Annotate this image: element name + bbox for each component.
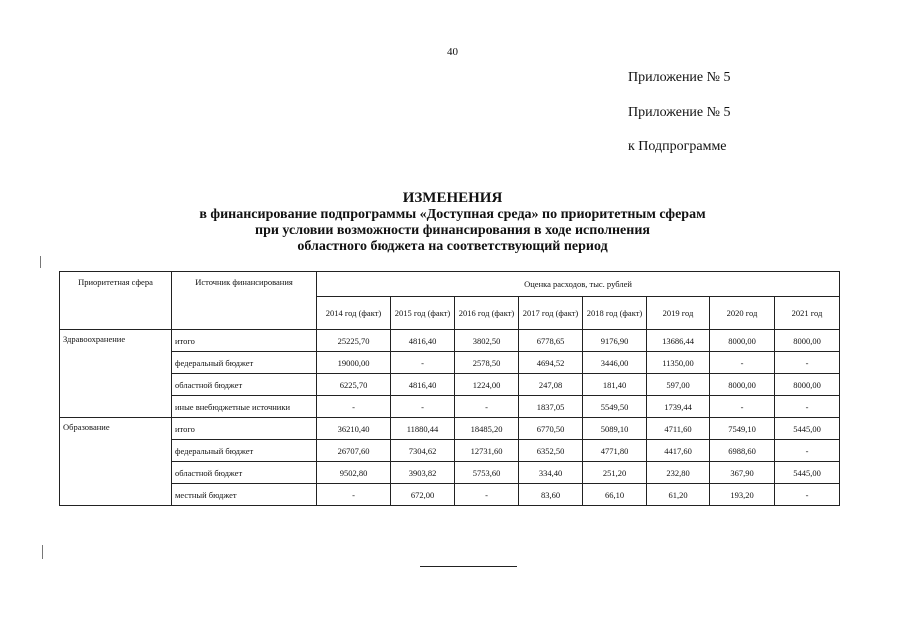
footer-rule xyxy=(420,566,517,567)
table-row xyxy=(60,418,840,440)
amount-cell: 6770,50 xyxy=(519,418,583,440)
amount-cell: 5089,10 xyxy=(583,418,647,440)
amount-cell: 4711,60 xyxy=(647,418,710,440)
amount-cell: 3903,82 xyxy=(391,462,455,484)
amount-cell: 9502,80 xyxy=(317,462,391,484)
amount-cell: 7304,62 xyxy=(391,440,455,462)
amount-cell: 13686,44 xyxy=(647,330,710,352)
title-heading: ИЗМЕНЕНИЯ xyxy=(402,190,503,206)
amount-cell: 4771,80 xyxy=(583,440,647,462)
amount-cell: 181,40 xyxy=(583,374,647,396)
header-year: 2015 год (факт) xyxy=(391,297,455,330)
amount-cell: 6225,70 xyxy=(317,374,391,396)
amount-cell: 6352,50 xyxy=(519,440,583,462)
amount-cell: 3446,00 xyxy=(583,352,647,374)
amount-cell: 6988,60 xyxy=(710,440,775,462)
amount-cell: 4417,60 xyxy=(647,440,710,462)
priority-sphere-cell: Здравоохранение xyxy=(60,330,172,418)
funding-source-cell: итого xyxy=(172,330,317,352)
amount-cell: 66,10 xyxy=(583,484,647,506)
amount-cell: 8000,00 xyxy=(775,330,840,352)
amount-cell: 18485,20 xyxy=(455,418,519,440)
amount-cell: 1224,00 xyxy=(455,374,519,396)
table-row xyxy=(60,484,840,506)
amount-cell: 1739,44 xyxy=(647,396,710,418)
header-year: 2019 год xyxy=(647,297,710,330)
header-year: 2018 год (факт) xyxy=(583,297,647,330)
priority-sphere-cell: Образование xyxy=(60,418,172,506)
amount-cell: 5445,00 xyxy=(775,462,840,484)
amount-cell: - xyxy=(710,352,775,374)
amount-cell: 11880,44 xyxy=(391,418,455,440)
amount-cell: 247,08 xyxy=(519,374,583,396)
amount-cell: 83,60 xyxy=(519,484,583,506)
amount-cell: 26707,60 xyxy=(317,440,391,462)
funding-source-cell: федеральный бюджет xyxy=(172,440,317,462)
amount-cell: 232,80 xyxy=(647,462,710,484)
amount-cell: - xyxy=(455,484,519,506)
appendix-label-1: Приложение № 5 xyxy=(628,70,731,85)
amount-cell: 3802,50 xyxy=(455,330,519,352)
amount-cell: 7549,10 xyxy=(710,418,775,440)
amount-cell: 2578,50 xyxy=(455,352,519,374)
amount-cell: 25225,70 xyxy=(317,330,391,352)
table-row xyxy=(60,396,840,418)
table-row xyxy=(60,352,840,374)
amount-cell: 251,20 xyxy=(583,462,647,484)
header-year: 2016 год (факт) xyxy=(455,297,519,330)
amount-cell: 61,20 xyxy=(647,484,710,506)
scan-mark xyxy=(40,256,41,268)
amount-cell: - xyxy=(710,396,775,418)
amount-cell: 334,40 xyxy=(519,462,583,484)
amount-cell: 6778,65 xyxy=(519,330,583,352)
scan-mark xyxy=(42,545,43,559)
title-line-3: областного бюджета на соответствующий период xyxy=(297,239,608,254)
funding-source-cell: иные внебюджетные источники xyxy=(172,396,317,418)
table-row xyxy=(60,374,840,396)
funding-source-cell: областной бюджет xyxy=(172,462,317,484)
amount-cell: - xyxy=(317,396,391,418)
amount-cell: - xyxy=(775,440,840,462)
amount-cell: - xyxy=(317,484,391,506)
appendix-subprogram-label: к Подпрограмме xyxy=(628,139,727,154)
amount-cell: 5549,50 xyxy=(583,396,647,418)
amount-cell: - xyxy=(775,352,840,374)
amount-cell: 4816,40 xyxy=(391,374,455,396)
table-row xyxy=(60,330,840,352)
document-title xyxy=(0,190,905,255)
header-sphere: Приоритетная сфера xyxy=(60,272,172,330)
amount-cell: - xyxy=(775,396,840,418)
amount-cell: 597,00 xyxy=(647,374,710,396)
header-estimate: Оценка расходов, тыс. рублей xyxy=(317,272,840,297)
header-source: Источник финансирования xyxy=(172,272,317,330)
page-number: 40 xyxy=(447,46,458,58)
appendix-label-2: Приложение № 5 xyxy=(628,105,731,120)
amount-cell: - xyxy=(455,396,519,418)
funding-source-cell: областной бюджет xyxy=(172,374,317,396)
amount-cell: 5445,00 xyxy=(775,418,840,440)
header-year: 2020 год xyxy=(710,297,775,330)
amount-cell: 4816,40 xyxy=(391,330,455,352)
amount-cell: 11350,00 xyxy=(647,352,710,374)
amount-cell: 36210,40 xyxy=(317,418,391,440)
amount-cell: 8000,00 xyxy=(710,374,775,396)
title-line-1: в финансирование подпрограммы «Доступная среда» по приоритетным сферам xyxy=(199,207,706,222)
amount-cell: 367,90 xyxy=(710,462,775,484)
amount-cell: 12731,60 xyxy=(455,440,519,462)
amount-cell: 672,00 xyxy=(391,484,455,506)
amount-cell: 8000,00 xyxy=(775,374,840,396)
amount-cell: - xyxy=(391,396,455,418)
table-row xyxy=(60,462,840,484)
amount-cell: - xyxy=(775,484,840,506)
amount-cell: 193,20 xyxy=(710,484,775,506)
title-line-2: при условии возможности финансирования в ходе исполнения xyxy=(255,223,650,238)
amount-cell: 4694,52 xyxy=(519,352,583,374)
amount-cell: 5753,60 xyxy=(455,462,519,484)
funding-source-cell: итого xyxy=(172,418,317,440)
amount-cell: 8000,00 xyxy=(710,330,775,352)
amount-cell: 1837,05 xyxy=(519,396,583,418)
funding-source-cell: федеральный бюджет xyxy=(172,352,317,374)
header-year: 2014 год (факт) xyxy=(317,297,391,330)
header-year: 2017 год (факт) xyxy=(519,297,583,330)
financing-table xyxy=(59,271,840,506)
amount-cell: - xyxy=(391,352,455,374)
header-year: 2021 год xyxy=(775,297,840,330)
table-row xyxy=(60,440,840,462)
amount-cell: 9176,90 xyxy=(583,330,647,352)
funding-source-cell: местный бюджет xyxy=(172,484,317,506)
amount-cell: 19000,00 xyxy=(317,352,391,374)
